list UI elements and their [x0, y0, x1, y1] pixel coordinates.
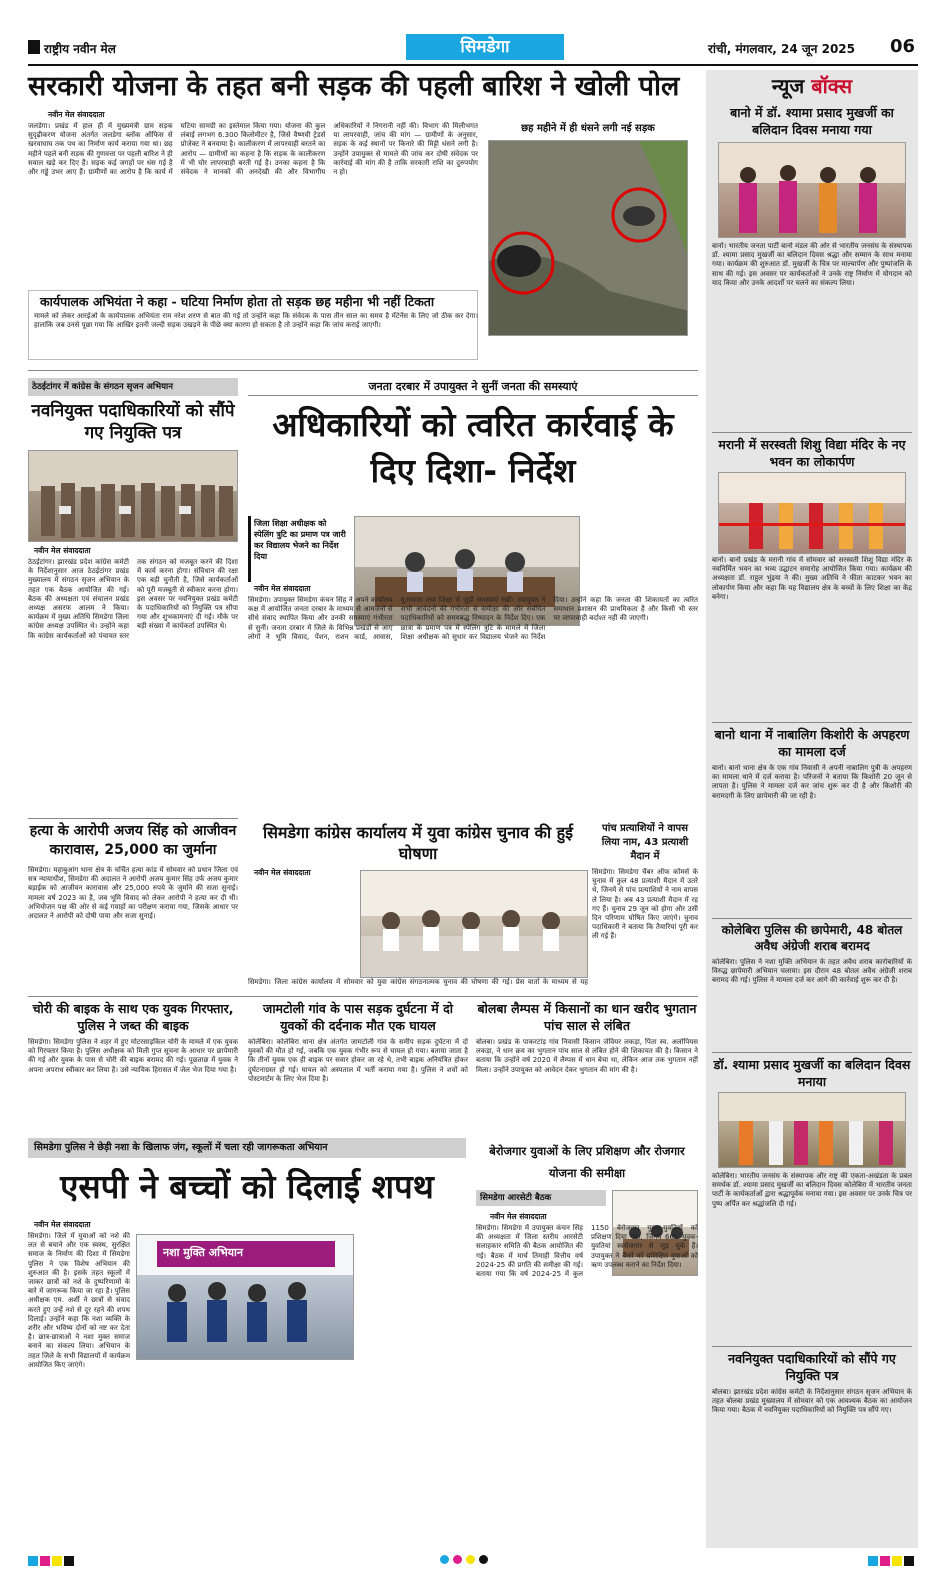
- divider: [712, 1346, 912, 1347]
- box-story-1-photo: [718, 142, 906, 238]
- sp-banner-text: नशा मुक्ति अभियान: [163, 1246, 244, 1259]
- inauguration-illustration: [719, 473, 906, 554]
- sp-kicker: सिमडेगा पुलिस ने छेड़ी नशा के खिलाफ जंग, स्कूलों में चला रही जागरूकता अभियान: [28, 1138, 466, 1158]
- tribute-ceremony-illustration: [719, 143, 906, 238]
- bike-headline: चोरी की बाइक के साथ एक युवक गिरफ्तार, पुलिस ने जब्त की बाइक: [32, 1001, 234, 1033]
- paper-name: राष्ट्रीय नवीन मेल: [44, 42, 116, 56]
- janta-kicker: जनता दरबार में उपायुक्त ने सुनीं जनता की समस्याएं: [248, 378, 698, 396]
- header-rule: [28, 64, 918, 66]
- accident-headline: जामटोली गांव के पास सड़क दुर्घटना में दो युवकों की दर्दनाक मौत एक घायल: [263, 1001, 453, 1033]
- box-story-4-headline: कोलेबिरा पुलिस की छापेमारी, 48 बोतल अवैध अंग्रेजी शराब बरामद: [721, 923, 903, 953]
- congress-headline: नवनियुक्त पदाधिकारियों को सौंपे गए नियुक्ति पत्र: [31, 401, 235, 443]
- sp-byline: नवीन मेल संवाददाता: [34, 1220, 91, 1229]
- rozgar-byline: नवीन मेल संवाददाता: [490, 1212, 547, 1221]
- masthead: [28, 34, 918, 64]
- panch-body: सिमडेगा। सिमडेगा चैंबर ऑफ कॉमर्स के चुनाव में कुल 48 प्रत्याशी मैदान में उतरे थे, जिनमें से पांच प्रत्याशियों ने नाम वापस ले लिया है। अब 43 प्रत्याशी मैदान में रह गए हैं। चुनाव 29 जून को होगा और उसी दिन परिणाम घोषित किए जाएंगे। चुनाव पदाधिकारी ने बताया कि तैयारियां पूरी कर ली गई हैं।: [592, 868, 698, 941]
- box-story-6-body: बोलबा। झारखंड प्रदेश कांग्रेस कमेटी के निर्देशानुसार संगठन सृजन अभियान के तहत बोलबा प्रखंड मुख्यालय में सोमवार को एक आवश्यक बैठक का आयोजन किया गया। बैठक में नवनियुक्त पदाधिकारियों को नियुक्ति पत्र सौंपे गए।: [712, 1388, 912, 1415]
- color-swatch: [28, 40, 40, 54]
- congress-byline: नवीन मेल संवाददाता: [34, 546, 91, 555]
- youth-congress-headline: सिमडेगा कांग्रेस कार्यालय में युवा कांग्रेस चुनाव की हुई घोषणा: [262, 823, 574, 863]
- youth-congress-byline: नवीन मेल संवाददाता: [254, 868, 311, 877]
- lead-sub-body: मामले को लेकर आरईओ के कार्यपालक अभियंता राम नरेश शरण से बात की गई तो उन्होंने कहा कि संवेदक के पास तीन साल का समय है मेंटेनेंस के लिए जो ठीक कर देगा। हालांकि जब उनसे पूछा गया कि आखिर इतनी जल्दी सड़क उखड़ने के पीछे क्या कारण हो सकता है तो उन्होंने कहा कि जांच कराई जाएगी।: [34, 312, 478, 330]
- paddy-headline: बोलबा लैम्पस में किसानों का धान खरीद भुगतान पांच साल से लंबित: [477, 1001, 697, 1033]
- box-story-4-body: कोलेबिरा। पुलिस ने नशा मुक्ति अभियान के तहत अवैध शराब कारोबारियों के विरुद्ध छापेमारी अभियान चलाया। इस दौरान 48 बोतल अवैध अंग्रेजी शराब बरामद की गई। पुलिस ने मामला दर्ज कर आगे की कार्रवाई शुरू कर दी है।: [712, 958, 912, 985]
- divider: [712, 722, 912, 723]
- janta-deck: जिला शिक्षा अधीक्षक को स्पेलिंग त्रुटि का प्रमाण पत्र जारी कर विद्यालय भेजने का निर्देश दिया: [254, 519, 346, 561]
- sp-body: सिमडेगा। जिले में युवाओं को नशे की लत से बचाने और एक स्वस्थ, सुरक्षित समाज के निर्माण की दिशा में सिमडेगा पुलिस ने एक विशेष अभियान की शुरुआत की है। इसके तहत स्कूलों में जाकर छात्रों को नशे के दुष्परिणामों के बारे में जागरूक किया जा रहा है। पुलिस अधीक्षक एम. अर्शी ने छात्रों से संवाद करते हुए उन्हें नशे से दूर रहने की शपथ दिलाई। उन्होंने कहा कि नशा व्यक्ति के शरीर और भविष्य दोनों को नष्ट कर देता है। छात्र-छात्राओं ने नशा मुक्त समाज बनाने का संकल्प लिया। अभियान के तहत जिले के सभी विद्यालयों में कार्यक्रम आयोजित किए जाएंगे।: [28, 1232, 130, 1369]
- congress-photo: [28, 450, 238, 542]
- box-story-3-body: बानो। बानो थाना क्षेत्र के एक गांव निवासी ने अपनी नाबालिग पुत्री के अपहरण का मामला थाने में दर्ज कराया है। परिजनों ने बताया कि किशोरी 20 जून से लापता है। पुलिस ने मामला दर्ज कर जांच शुरू कर दी है और किशोरी की बरामदगी के लिए छापेमारी की जा रही है।: [712, 764, 912, 800]
- box-story-5-body: कोलेबिरा। भारतीय जनसंघ के संस्थापक और राष्ट्र की एकता-अखंडता के प्रबल समर्थक डॉ. श्यामा प्रसाद मुखर्जी का बलिदान दिवस कोलेबिरा में भारतीय जनता पार्टी के कार्यकर्ताओं द्वारा श्रद्धापूर्वक मनाया गया। इस अवसर पर उनके चित्र पर पुष्प अर्पित कर श्रद्धांजलि दी गई।: [712, 1172, 912, 1208]
- janta-body: सिमडेगा। उपायुक्त सिमडेगा कंचन सिंह ने अपने कार्यालय कक्ष में आयोजित जनता दरबार के माध्यम से आमजनों से सीधे संवाद स्थापित किया और उनकी समस्याएं गंभीरता से सुनीं। जनता दरबार में जिले के विभिन्न प्रखंडों से आए लोगों ने भूमि विवाद, पेंशन, राशन कार्ड, आवास, मुआवजा तथा शिक्षा से जुड़ी समस्याएं रखीं। उपायुक्त ने सभी आवेदनों की गंभीरता से समीक्षा की और संबंधित पदाधिकारियों को समयबद्ध निष्पादन के निर्देश दिए। एक छात्रा के प्रमाण पत्र में स्पेलिंग त्रुटि के मामले में जिला शिक्षा अधीक्षक को सुधार कर विद्यालय भेजने का निर्देश दिया। उन्होंने कहा कि जनता की शिकायतों का त्वरित समाधान प्रशासन की प्राथमिकता है और किसी भी स्तर पर लापरवाही बर्दाश्त नहीं की जाएगी।: [248, 596, 698, 641]
- murder-body: सिमडेगा। महाबुआंग थाना क्षेत्र के चर्चित हत्या कांड में सोमवार को प्रधान जिला एवं सत्र न्यायाधीश, सिमडेगा की अदालत ने आरोपी अजय कुमार सिंह उर्फ अजय कुमार बड़ाईक को आजीवन कारावास और 25,000 रुपये के जुर्माने की सजा सुनाई। मामला वर्ष 2023 का है, जब भूमि विवाद को लेकर आरोपी ने हत्या कर दी थी। अभियोजन पक्ष की ओर से कई गवाहों का परीक्षण कराया गया, जिसके आधार पर अदालत ने आरोपी को दोषी पाया और सजा सुनाई।: [28, 866, 238, 921]
- news-box-label-a: न्यूज: [771, 74, 812, 98]
- dateline: रांची, मंगलवार, 24 जून 2025: [708, 42, 855, 56]
- box-story-5-photo: [718, 1092, 906, 1168]
- road-damage-illustration: [489, 141, 688, 336]
- page-number: 06: [890, 36, 916, 57]
- paddy-body: बोलबा। प्रखंड के पाकरटांड़ गांव निवासी किसान जेवियर लकड़ा, पिता स्व. अलोपियस लकड़ा, ने धान क्रय का भुगतान पांच साल से लंबित होने की शिकायत की है। किसान ने बताया कि उन्होंने वर्ष 2020 में लैम्पस में धान बेचा था, लेकिन आज तक भुगतान नहीं मिला। उन्होंने उपायुक्त को आवेदन देकर भुगतान की मांग की है।: [476, 1038, 698, 1074]
- panch-headline: पांच प्रत्याशियों ने वापस लिया नाम, 43 प्रत्याशी मैदान में: [601, 823, 689, 862]
- sp-headline: एसपी ने बच्चों को दिलाई शपथ: [60, 1167, 434, 1206]
- rozgar-kicker: बेरोजगार युवाओं के लिए प्रशिक्षण और रोजगार योजना की समीक्षा: [489, 1144, 685, 1180]
- box-story-2-photo: [718, 472, 906, 554]
- box-story-2-body: बानो। बानो प्रखंड के मरानी गांव में सोमवार को सरस्वती शिशु विद्या मंदिर के नवनिर्मित भवन का भव्य उद्घाटन समारोह आयोजित किया गया। कार्यक्रम की अध्यक्षता डॉ. राहुल भुंइया ने की। मुख्य अतिथि ने फीता काटकर भवन का लोकार्पण किया और कहा कि यह विद्यालय क्षेत्र के बच्चों के लिए शिक्षा का केंद्र बनेगा।: [712, 556, 912, 601]
- janta-headline: अधिकारियों को त्वरित कार्रवाई के दिए दिशा- निर्देश: [272, 405, 674, 490]
- divider: [28, 370, 698, 371]
- lead-byline: नवीन मेल संवाददाता: [48, 110, 105, 119]
- lead-body: जलडेगा। प्रखंड में हाल ही में मुख्यमंत्री ग्राम सड़क सुदृढ़ीकरण योजना अंतर्गत जलडेगा ब्लॉक ऑफिस से खरवाघाघ तक पथ का निर्माण कार्य कराया गया था। छह महीने पहले बनी सड़क की गुणवत्ता पर पहली बारिश ने ही सवाल खड़े कर दिए हैं। सड़क कई जगहों पर धंस गई है और गड्ढे उभर आए हैं। ग्रामीणों का आरोप है कि कार्य में घटिया सामग्री का इस्तेमाल किया गया। योजना की कुल लंबाई लगभग 6.300 किलोमीटर है, जिसे वैष्णवी ट्रेडर्स प्रोजेक्ट ने बनवाया है। कालीकरण में लापरवाही बरतने का आरोप — ग्रामीणों का कहना है कि सड़क के कालीकरण में भी घोर लापरवाही बरती गई है। उनका कहना है कि संवेदक ने मानकों की अनदेखी की और विभागीय अधिकारियों ने निगरानी नहीं की। विभाग की मिलीभगत या लापरवाही, जांच की मांग — ग्रामीणों के अनुसार, सड़क के कई स्थानों पर किनारे की मिट्टी धंसने लगी है। उन्होंने उपायुक्त से मामले की जांच कर दोषी संवेदक पर कार्रवाई की मांग की है ताकि सरकारी राशि का दुरुपयोग न हो।: [28, 122, 478, 177]
- divider: [712, 1052, 912, 1053]
- cmyk-swatches-left: [28, 1550, 76, 1569]
- murder-headline: हत्या के आरोपी अजय सिंह को आजीवन कारावास, 25,000 का जुर्माना: [29, 823, 237, 858]
- accident-body: कोलेबिरा। कोलेबिरा थाना क्षेत्र अंतर्गत जामटोली गांव के समीप सड़क दुर्घटना में दो युवकों की मौत हो गई, जबकि एक युवक गंभीर रूप से घायल हो गया। बताया जाता है कि तीनों युवक एक ही बाइक पर सवार होकर जा रहे थे, तभी बाइक अनियंत्रित होकर दुर्घटनाग्रस्त हो गई। घायल को अस्पताल में भर्ती कराया गया है। पुलिस ने शवों को पोस्टमार्टम के लिए भेज दिया है।: [248, 1038, 468, 1083]
- youth-congress-body: सिमडेगा। जिला कांग्रेस कार्यालय में सोमवार को युवा कांग्रेस संगठनात्मक चुनाव की घोषणा की गई। प्रेस वार्ता के माध्यम से यह: [248, 978, 588, 986]
- box-story-1-headline: बानो में डॉ. श्यामा प्रसाद मुखर्जी का बलिदान दिवस मनाया गया: [730, 105, 894, 137]
- box-story-2-headline: मरानी में सरस्वती शिशु विद्या मंदिर के नए भवन का लोकार्पण: [718, 437, 906, 469]
- sp-photo: [136, 1234, 354, 1360]
- congress-body: ठेठईटांगर। झारखंड प्रदेश कांग्रेस कमेटी के निर्देशानुसार आज ठेठईटांगर प्रखंड मुख्यालय में संगठन सृजन अभियान के तहत एक बैठक आयोजित की गई। बैठक की अध्यक्षता एवं संचालन प्रखंड अध्यक्ष असरफ आलम ने किया। कार्यक्रम में मुख्य अतिथि सिमडेगा जिला कांग्रेस अध्यक्ष उपस्थित थे। उन्होंने कहा कि कांग्रेस कार्यकर्ताओं को पंचायत स्तर तक संगठन को मजबूत करने की दिशा में कार्य करना होगा। संविधान की रक्षा एक बड़ी चुनौती है, जिसे कार्यकर्ताओं को पूरी मजबूती से स्वीकार करना होगा। इस अवसर पर नवनियुक्त प्रखंड कमेटी के पदाधिकारियों को नियुक्ति पत्र सौंपा गया और शुभकामनाएं दी गईं। मौके पर बड़ी संख्या में कार्यकर्ता उपस्थित थे।: [28, 558, 238, 640]
- bike-body: सिमडेगा। सिमडेगा पुलिस ने शहर में हुए मोटरसाइकिल चोरी के मामले में एक युवक को गिरफ्तार किया है। पुलिस अधीक्षक को मिली गुप्त सूचना के आधार पर छापेमारी की गई और युवक के पास से चोरी की बाइक बरामद की गई। पूछताछ में युवक ने अपना अपराध स्वीकार कर लिया है। उसे न्यायिक हिरासत में जेल भेज दिया गया है।: [28, 1038, 238, 1074]
- rozgar-body: सिमडेगा। सिमडेगा में उपायुक्त कंचन सिंह की अध्यक्षता में जिला स्तरीय आरसेटी सलाहकार समिति की बैठक आयोजित की गई। बैठक में मार्च तिमाही वित्तीय वर्ष 2024-25 की प्रगति की समीक्षा की गई। बताया गया कि वर्ष 2024-25 में कुल 1150 बेरोजगार युवक-युवतियों को प्रशिक्षण दिया गया, जिनमें 665 युवक-युवतियां स्वरोजगार से जुड़ चुके हैं। उपायुक्त ने बैंकों को प्रशिक्षित युवाओं को ऋण उपलब्ध कराने का निर्देश दिया।: [476, 1224, 698, 1279]
- lead-sub-headline: कार्यपालक अभियंता ने कहा - घटिया निर्माण होता तो सड़क छह महीना भी नहीं टिकता: [40, 294, 435, 309]
- news-box-label-b: बॉक्स: [811, 74, 853, 98]
- divider: [28, 996, 698, 997]
- cmyk-swatches-right: [868, 1550, 916, 1569]
- divider: [28, 818, 238, 819]
- rozgar-sub: सिमडेगा आरसेटी बैठक: [476, 1190, 606, 1206]
- box-story-6-headline: नवनियुक्त पदाधिकारियों को सौंपे गए नियुक्ति पत्र: [728, 1351, 896, 1383]
- lead-headline: सरकारी योजना के तहत बनी सड़क की पहली बारिश ने खोली पोल: [28, 71, 680, 102]
- divider: [712, 918, 912, 919]
- footer-registration-bar: [28, 1548, 918, 1564]
- news-box-label: [706, 72, 918, 100]
- box-story-1-body: बानो। भारतीय जनता पार्टी बानो मंडल की ओर से भारतीय जनसंघ के संस्थापक डॉ. श्यामा प्रसाद मुखर्जी का बलिदान दिवस श्रद्धा और सम्मान के साथ मनाया गया। कार्यक्रम की शुरुआत डॉ. मुखर्जी के चित्र पर माल्यार्पण और पुष्पांजलि के साथ की गई। इस अवसर पर कार्यकर्ताओं ने उनके राष्ट्र निर्माण में योगदान को याद किया और उनके आदर्शों पर चलने का संकल्प लिया।: [712, 242, 912, 287]
- section-label: सिमडेगा: [406, 34, 564, 60]
- divider: [712, 432, 912, 433]
- janta-byline: नवीन मेल संवाददाता: [254, 584, 311, 593]
- tribute-group-illustration: [719, 1093, 906, 1168]
- congress-kicker: ठेठईटांगर में कांग्रेस के संगठन सृजन अभियान: [28, 378, 238, 396]
- road-photo: [488, 140, 688, 336]
- lead-photo-caption: छह महीने में ही धंसने लगी नई सड़क: [521, 123, 655, 134]
- group-photo-illustration: [29, 451, 238, 542]
- box-story-5-headline: डॉ. श्यामा प्रसाद मुखर्जी का बलिदान दिवस मनाया: [713, 1057, 911, 1089]
- box-story-3-headline: बानो थाना में नाबालिग किशोरी के अपहरण का मामला दर्ज: [714, 727, 910, 759]
- registration-dots: [438, 1549, 490, 1568]
